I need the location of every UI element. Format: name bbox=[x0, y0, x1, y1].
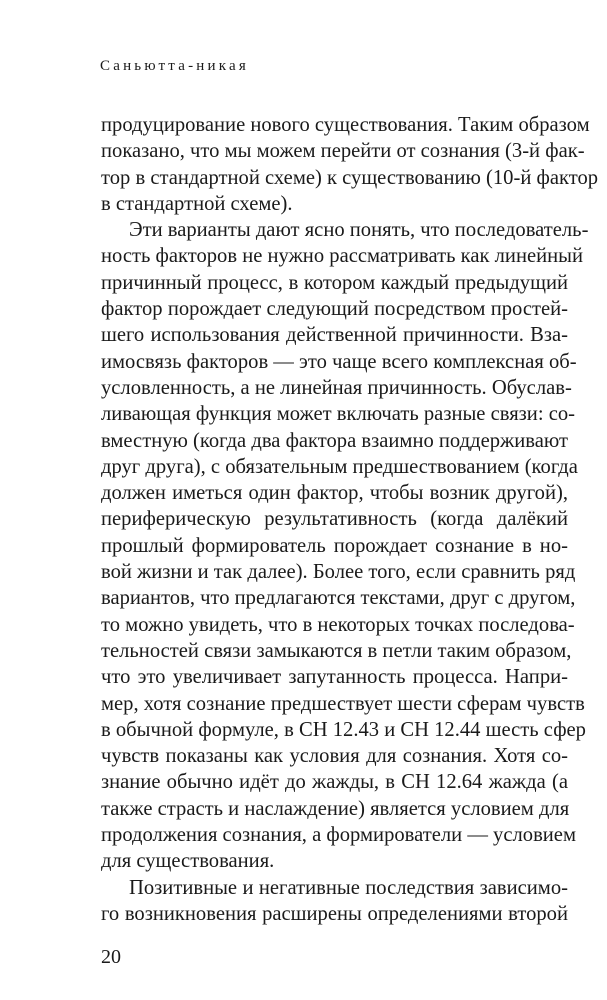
text-line: имосвязь факторов — это чаще всего комплексная об- bbox=[101, 350, 577, 373]
text-line: должен иметься один фактор, чтобы возник другой), bbox=[101, 482, 568, 505]
text-line: прошлый формирователь порождает сознание в но- bbox=[101, 534, 568, 557]
text-line: в стандартной схеме). bbox=[101, 192, 293, 215]
text-line: в обычной формуле, в СН 12.43 и СН 12.44 шесть сфер bbox=[101, 718, 586, 741]
paragraph bbox=[101, 217, 589, 874]
text-line: мер, хотя сознание предшествует шести сферам чувств bbox=[101, 692, 585, 715]
text-line: периферическую результативность (когда далёкий bbox=[101, 508, 568, 531]
text-line: что это увеличивает запутанность процесса. Напри- bbox=[101, 666, 568, 689]
text-line: Эти варианты дают ясно понять, что последователь- bbox=[129, 219, 589, 242]
page-number: 20 bbox=[101, 946, 121, 968]
body-text bbox=[101, 112, 599, 927]
text-line: ность факторов не нужно рассматривать как линейный bbox=[101, 245, 584, 268]
text-line: причинный процесс, в котором каждый предыдущий bbox=[101, 271, 568, 294]
text-line: продолжения сознания, а формирователи — условием bbox=[101, 824, 576, 847]
text-line: чувств показаны как условия для сознания. Хотя со- bbox=[101, 745, 568, 768]
text-line: тор в стандартной схеме) к существованию (10-й фактор bbox=[101, 166, 599, 189]
text-line: фактор порождает следующий посредством простей- bbox=[101, 298, 568, 321]
text-line: ливающая функция может включать разные связи: со- bbox=[101, 403, 575, 426]
text-line: знание обычно идёт до жажды, в СН 12.64 жажда (а bbox=[101, 771, 568, 794]
running-head: Саньютта-никая bbox=[100, 58, 249, 74]
text-line: шего использования действенной причинности. Вза- bbox=[101, 324, 568, 347]
text-line: также страсть и наслаждение) является условием для bbox=[101, 797, 570, 820]
text-line: Позитивные и негативные последствия зависимо- bbox=[129, 876, 568, 899]
text-line: условленность, а не линейная причинность. Обуслав- bbox=[101, 376, 572, 399]
text-line: вместную (когда два фактора взаимно поддерживают bbox=[101, 429, 568, 452]
text-line: вариантов, что предлагаются текстами, друг с другом, bbox=[101, 587, 576, 610]
text-line: продуцирование нового существования. Таким образом bbox=[101, 114, 590, 136]
text-line: то можно увидеть, что в некоторых точках последова- bbox=[101, 613, 575, 636]
text-line: для существования. bbox=[101, 850, 275, 873]
text-line: тельностей связи замыкаются в петли таким образом, bbox=[101, 639, 572, 662]
text-line: показано, что мы можем перейти от сознания (3-й фак- bbox=[101, 140, 585, 163]
text-line: друг друга), с обязательным предшествованием (когда bbox=[101, 455, 578, 478]
paragraph bbox=[101, 875, 568, 928]
text-line: вой жизни и так далее). Более того, если сравнить ряд bbox=[101, 561, 576, 584]
paragraph bbox=[101, 112, 599, 217]
text-line: го возникновения расширены определениями второй bbox=[101, 902, 568, 925]
